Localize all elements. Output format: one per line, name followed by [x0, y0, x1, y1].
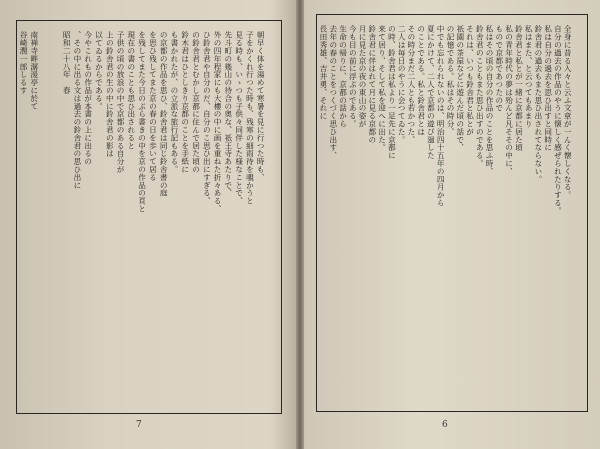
text-column: 以てゐるからである。 [94, 31, 104, 110]
text-column: 今やこれもの作品が本書の上に出るの [83, 31, 93, 166]
right-text-frame [316, 14, 588, 412]
text-column: 中でも忘れられないのは、明治四十五年の四月から [436, 25, 446, 207]
text-column: 先斗町の幾山の待合の奥な、祇王寺あたりで、 [223, 31, 233, 197]
text-column: 全身に昔る入々と云ふ文章が一んく懐しくなる。 [563, 25, 573, 199]
text-column: 鈴舎君に伴はれて月に見る京都の [367, 25, 377, 144]
text-column: 朝早く体を湯めて寒暑を見に行つた時も、 [256, 31, 266, 182]
text-column: 鈴舎君と私とが一緒に京都に居た頃 [514, 25, 524, 152]
text-column: その時分まだ二人とも若かつた、 [406, 25, 416, 144]
text-column: を残してまた今日のぶら書きの中を京の作品の頁と [137, 31, 147, 213]
text-column: 谷崎潤一郎しるす [19, 31, 28, 95]
text-column: 上の鈴舎君の生の中に鈴舎君の影は [105, 31, 115, 158]
text-column: 見る時も、いゝつも子供々同伴した様なことで、 [234, 31, 244, 205]
text-column: 祇園の茶屋などに遊んだ頃の話で、 [455, 25, 465, 152]
text-column: 昭和二十八年 春 [62, 31, 72, 95]
text-column: の記憶である。私はその時分、 [446, 25, 455, 136]
text-column: もので京都であつたので [494, 25, 504, 112]
text-column: 自分の過去の作品のやうに懐しく感ぜられたりする。 [553, 25, 563, 215]
text-column: 夏にかけて、二人で京都の遊び廻した [426, 25, 436, 160]
text-column: 私は自分の過去を思ひ出すと同時に [543, 25, 553, 152]
left-page [0, 0, 298, 449]
text-column: 生命の帰りに、京都の話から [338, 25, 348, 128]
page-number-right: 6 [442, 420, 448, 430]
text-column: 鈴木君はひとしきり京都のことを手紙に [180, 31, 190, 174]
text-column: の京都の作品を思ひ、鈴舎君は同じ鈴舎書の庭 [159, 31, 169, 197]
right-page [302, 0, 600, 449]
text-column: 子供の頃の放浪の中で京都のある自分が [116, 31, 126, 174]
text-column: 鈴舎君のこともまた思ひ出すのである。 [475, 25, 485, 168]
text-column: の時、鈴舎君は私より一足先に京都に [387, 25, 397, 160]
text-column: 私はまた、と云つてもあまり [524, 25, 534, 128]
text-column: 外の四年程家にも大樓の中に画を重ねた折々ある、 [213, 31, 223, 213]
text-column: 私はその頃の自分の作品のことを思ふ時、 [485, 25, 495, 176]
text-column: 鈴舎君の過去もまた思ひ出されてならない。 [533, 25, 543, 183]
text-column: 、その中に出る文は過去の鈴舎君の思ひ出に [72, 31, 82, 189]
page-number-left: 7 [136, 420, 142, 430]
text-column: 去年の春のことをつくづく思ひ出す、 [328, 25, 338, 160]
text-column: のことである。私と鈴舎君とは [416, 25, 426, 136]
text-column: 月に見た京の夜の東山の姿が [358, 25, 368, 128]
text-column: 現在の書のことも思ひ出されると [126, 31, 136, 150]
text-column: 長田秀雄、吉井勇、それに [318, 25, 328, 120]
text-column: 子をかくれ行つた時も、残寒の細雨待を覗かうと [245, 31, 255, 205]
left-text-frame [16, 20, 282, 414]
text-column: 二人は毎日のやうに会つてゐた。 [397, 25, 407, 144]
text-column: それは、いつも鈴舎君と私とが [465, 25, 475, 136]
text-column: も書かれたが、の立派な旅行記もある。 [169, 31, 179, 174]
text-column: 私の青年時代の夢は殆んど凡そその中に、 [504, 25, 514, 176]
text-column: 今も目の前に浮ぶのである。 [348, 25, 358, 128]
text-column: を思ひ残してまた京の春の日を歩いて居る [148, 31, 158, 182]
text-column: の鈴舎君とむかし京都に住んで居た頃の [191, 31, 201, 174]
text-column: 南禅寺畔潺湲亭に於て [29, 31, 39, 110]
text-column: ひ鈴舎君や自分のだ、自分のこ思ひ出にすぎる、 [202, 31, 212, 205]
text-column: 来て居り、そして私を迎へに出た。 [377, 25, 387, 152]
